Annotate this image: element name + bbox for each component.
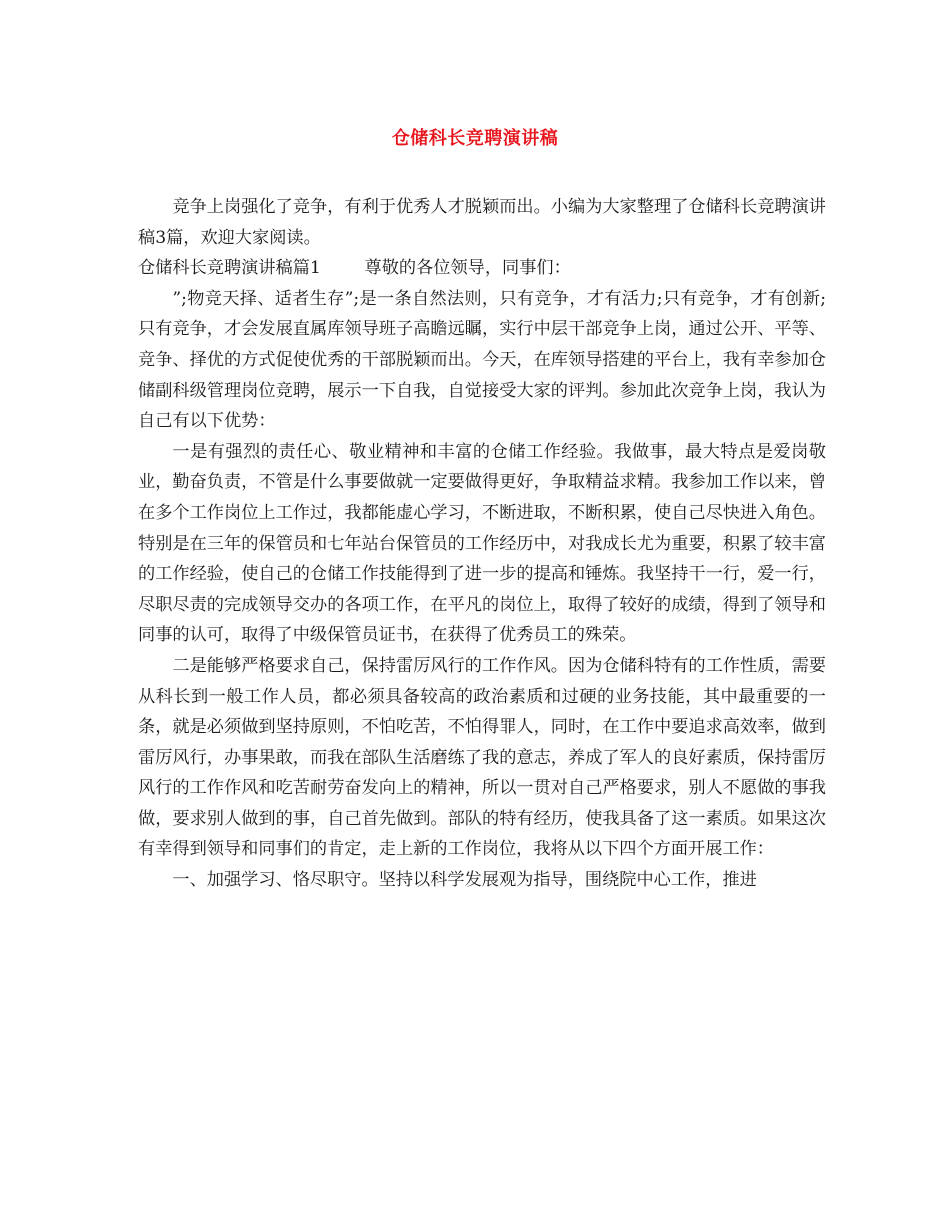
body-paragraph: 一、加强学习、恪尽职守。坚持以科学发展观为指导，围绕院中心工作，推进 xyxy=(172,870,757,891)
body-paragraph: ”;物竞天择、适者生存”;是一条自然法则，只有竞争，才有活力;只有竞争，才有创新;只有竞争，才会发展直属库领导班子高瞻远瞩，实行中层干部竞争上岗，通过公开、平等、竞争、择优的方式促使优秀的干部脱颖而出。今天，在库领导搭建的平台上，我有幸参加仓储副科级管理岗位竞聘，展示一下自我，自觉接受大家的评判。参加此次竞争上岗，我认为自己有以下优势： xyxy=(138,288,826,432)
document-title: 仓储科长竞聘演讲稿 xyxy=(391,128,559,149)
body-paragraph: 一是有强烈的责任心、敬业精神和丰富的仓储工作经验。我做事，最大特点是爱岗敬业，勤奋负责，不管是什么事要做就一定要做得更好，争取精益求精。我参加工作以来，曾在多个工作岗位上工作过，我都能虚心学习，不断进取，不断积累，使自己尽快进入角色。特别是在三年的保管员和七年站台保管员的工作经历中，对我成长尤为重要，积累了较丰富的工作经验，使自己的仓储工作技能得到了进一步的提高和锤炼。我坚持干一行，爱一行，尽职尽责的完成领导交办的各项工作，在平凡的岗位上，取得了较好的成绩，得到了领导和同事的认可，取得了中级保管员证书，在获得了优秀员工的殊荣。 xyxy=(138,441,826,646)
body-paragraph: 二是能够严格要求自己，保持雷厉风行的工作作风。因为仓储科特有的工作性质，需要从科长到一般工作人员，都必须具备较高的政治素质和过硬的业务技能，其中最重要的一条，就是必须做到坚持原则，不怕吃苦，不怕得罪人，同时，在工作中要追求高效率，做到雷厉风行，办事果敢，而我在部队生活磨练了我的意志，养成了军人的良好素质，保持雷厉风行的工作作风和吃苦耐劳奋发向上的精神，所以一贯对自己严格要求，别人不愿做的事我做，要求别人做到的事，自己首先做到。部队的特有经历，使我具备了这一素质。如果这次有幸得到领导和同事们的肯定，走上新的工作岗位，我将从以下四个方面开展工作： xyxy=(138,655,826,860)
section-heading: 仓储科长竞聘演讲稿篇1 尊敬的各位领导，同事们： xyxy=(138,258,571,279)
document-body xyxy=(138,192,826,896)
intro-paragraph: 竞争上岗强化了竞争，有利于优秀人才脱颖而出。小编为大家整理了仓储科长竞聘演讲稿3篇，欢迎大家阅读。 xyxy=(138,197,826,248)
